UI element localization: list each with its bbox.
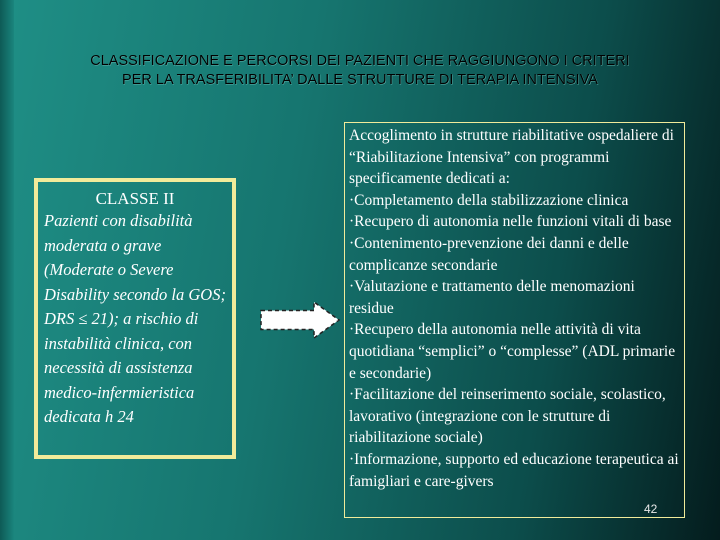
list-item-text: Contenimento-prevenzione dei danni e delle complicanze secondarie	[349, 234, 629, 274]
detail-box	[344, 122, 685, 518]
list-item-text: Recupero di autonomia nelle funzioni vitali di base	[354, 213, 672, 231]
class-description: Pazienti con disabilità moderata o grave (Moderate o Severe Disability secondo la GOS; DRS ≤ 21); a rischio di instabilità clinica, con necessità di assistenza medico-infermieristica dedicata h 24	[44, 211, 226, 426]
list-item	[349, 276, 680, 319]
list-item	[349, 190, 680, 212]
left-decorative-band	[0, 0, 14, 540]
bullet-icon: ·	[349, 321, 355, 339]
list-item	[349, 319, 680, 384]
bullet-icon: ·	[349, 191, 355, 209]
list-item-text: Recupero della autonomia nelle attività di vita quotidiana “semplici” o “complesse” (ADL primarie e secondarie)	[349, 321, 676, 382]
detail-intro: Accoglimento in strutture riabilitative ospedaliere di “Riabilitazione Intensiva” con programmi specificamente dedicati a:	[349, 127, 674, 188]
list-item-text: Completamento della stabilizzazione clinica	[354, 191, 629, 209]
class-heading: CLASSE II	[95, 189, 175, 208]
bullet-icon: ·	[349, 234, 355, 252]
list-item-text: Valutazione e trattamento delle menomazioni residue	[349, 278, 635, 317]
slide-title-line-1: CLASSIFICAZIONE E PERCORSI DEI PAZIENTI CHE RAGGIUNGONO I CRITERI	[90, 53, 630, 69]
class-box	[34, 178, 236, 459]
list-item	[349, 449, 680, 492]
list-item-text: Informazione, supporto ed educazione terapeutica ai famigliari e care-givers	[349, 450, 679, 490]
slide-title-line-2: PER LA TRASFERIBILITA’ DALLE STRUTTURE DI TERAPIA INTENSIVA	[122, 72, 598, 88]
bullet-icon: ·	[349, 450, 355, 468]
slide-title	[40, 52, 680, 90]
bullet-icon: ·	[349, 386, 355, 404]
bullet-icon: ·	[349, 213, 355, 231]
list-item	[349, 384, 680, 449]
list-item	[349, 233, 680, 276]
list-item	[349, 211, 680, 233]
page-number: 42	[644, 502, 658, 516]
arrow-shape	[261, 302, 339, 338]
right-arrow-icon	[259, 300, 341, 340]
bullet-icon: ·	[349, 278, 355, 296]
list-item-text: Facilitazione del reinserimento sociale, scolastico, lavorativo (integrazione con le strutture di riabilitazione sociale)	[349, 386, 666, 447]
